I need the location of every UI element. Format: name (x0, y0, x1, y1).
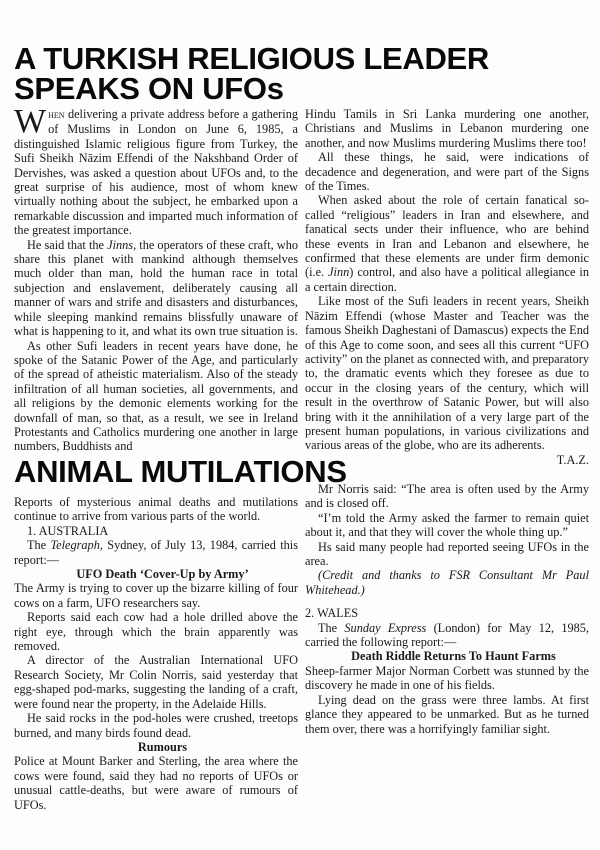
article1-paragraph-2: He said that the Jinns, the operators of these craft, who share this planet with mankind although themselves much older than man, hold the human race in total subjection and enslavement, deliberately causing all manner of wars and strife and disasters and disturbances, while sleeping mankind remains blissfully unaware of what is happening to it, and what its own true situation is. (14, 237, 298, 339)
subheading-cover-up: UFO Death ‘Cover-Up by Army’ (76, 567, 249, 582)
section-heading-wales: 2. WALES (305, 606, 359, 621)
article-headline-animal-mutilations: ANIMAL MUTILATIONS (14, 454, 347, 489)
article2-column-right (305, 482, 589, 736)
article1-column-right (305, 107, 589, 467)
wales-paragraph-2: Lying dead on the grass were three lambs. At first glance they appeared to be unmarked. But as he turned them over, there was a horrifyingly familiar sight. (305, 692, 589, 736)
article1-paragraph-7: Like most of the Sufi leaders in recent years, Sheikh Nāzim Effendi (whose Master and Teacher was the famous Sheikh Daghestani of Damascus) expects the End of this Age to come soon, and sees all this current “UFO activity” on the planet as connected with, and preparatory to, the dramatic events which they foresee as due to occur in the closing years of the century, which will result in the overthrow of Satanic Power, but will also bring with it the annihilation of a very large part of the present human populations, in various civilizations and various areas of the globe, who are its adherents. T.A.Z. (305, 294, 589, 467)
australia-paragraph-4: He said rocks in the pod-holes were crushed, treetops burned, and many birds found dead. (14, 711, 298, 740)
article1-column-left (14, 103, 298, 454)
subheading-rumours: Rumours (137, 739, 188, 754)
source-sunday-express: The Sunday Express (London) for May 12, 1985, carried the following report:— (305, 620, 589, 650)
australia-paragraph-3: A director of the Australian International UFO Research Society, Mr Colin Norris, said yesterday that egg-shaped pod-marks, suggesting the landing of a craft, were found near the property, in the Adelaide Hills. (14, 653, 298, 711)
article2-column-left (14, 495, 298, 812)
article-headline-turkish-leader: A TURKISH RELIGIOUS LEADER SPEAKS ON UFOs (14, 41, 490, 106)
article1-paragraph-6: When asked about the role of certain fanatical so-called “religious” leaders in Iran and elsewhere, and fanatical sects under their influence, who are behind these events in Iran and Lebanon and elsewhere, he confirmed that these elements are under firm demonic (i.e. Jinn) control, and also have a political allegiance in a certain direction. (305, 193, 589, 294)
article1-paragraph-4: Hindu Tamils in Sri Lanka murdering one another, Christians and Muslims in Lebanon murdering one another, and now Muslims murdering Muslims there too! (305, 107, 589, 150)
rumours-paragraph-4: Hs said many people had reported seeing UFOs in the area. (305, 539, 589, 569)
source-telegraph: The Telegraph, Sydney, of July 13, 1984, carried this report:— (14, 538, 298, 567)
australia-paragraph-1: The Army is trying to cover up the bizarre killing of four cows on a farm, UFO researchers say. (14, 581, 298, 610)
author-signature: T.A.Z. (556, 452, 589, 467)
article1-paragraph-1: When delivering a private address before a gathering of Muslims in London on June 6, 1985, a distinguished Islamic religious figure from Turkey, the Sufi Sheikh Nāzim Effendi of the Nakshband Order of Dervishes, was asked a question about UFOs and, to the great surprise of his audience, most of whom knew virtually nothing about the subject, he embarked upon a remarkable discussion and imparted much information of the greatest importance. (14, 103, 298, 238)
rumours-paragraph-2: Mr Norris said: “The area is often used by the Army and is closed off. (305, 482, 589, 511)
article1-paragraph-3: As other Sufi leaders in recent years have done, he spoke of the Satanic Power of the Age, and particularly of the spread of atheistic materialism. Also of the steady infiltration of all human societies, all governments, and all religions by the demonic elements working for the downfall of man, so that, as a result, we see in Ireland Protestants and Catholics murdering one another in large numbers, Buddhists and (14, 338, 298, 454)
article2-intro: Reports of mysterious animal deaths and mutilations continue to arrive from various parts of the world. (14, 495, 298, 524)
credit-line: (Credit and thanks to FSR Consultant Mr Paul Whitehead.) (305, 568, 589, 597)
australia-paragraph-2: Reports said each cow had a hole drilled above the right eye, through which the brain apparently was removed. (14, 610, 298, 654)
section-heading-australia: 1. AUSTRALIA (27, 523, 109, 538)
rumours-paragraph-3: “I’m told the Army asked the farmer to remain quiet about it, and that they will cover the whole thing up.” (305, 510, 589, 540)
article1-paragraph-5: All these things, he said, were indications of decadence and degeneration, and were part of the Signs of the Times. (305, 150, 589, 194)
subheading-death-riddle: Death Riddle Returns To Haunt Farms (351, 649, 556, 664)
rumours-paragraph-1: Police at Mount Barker and Sterling, the area where the cows were found, said they had no reports of UFOs or unusual cattle-deaths, but were aware of rumours of UFOs. (14, 754, 298, 812)
wales-paragraph-1: Sheep-farmer Major Norman Corbett was stunned by the discovery he made in one of his fields. (305, 663, 589, 693)
drop-cap: W (14, 103, 47, 140)
